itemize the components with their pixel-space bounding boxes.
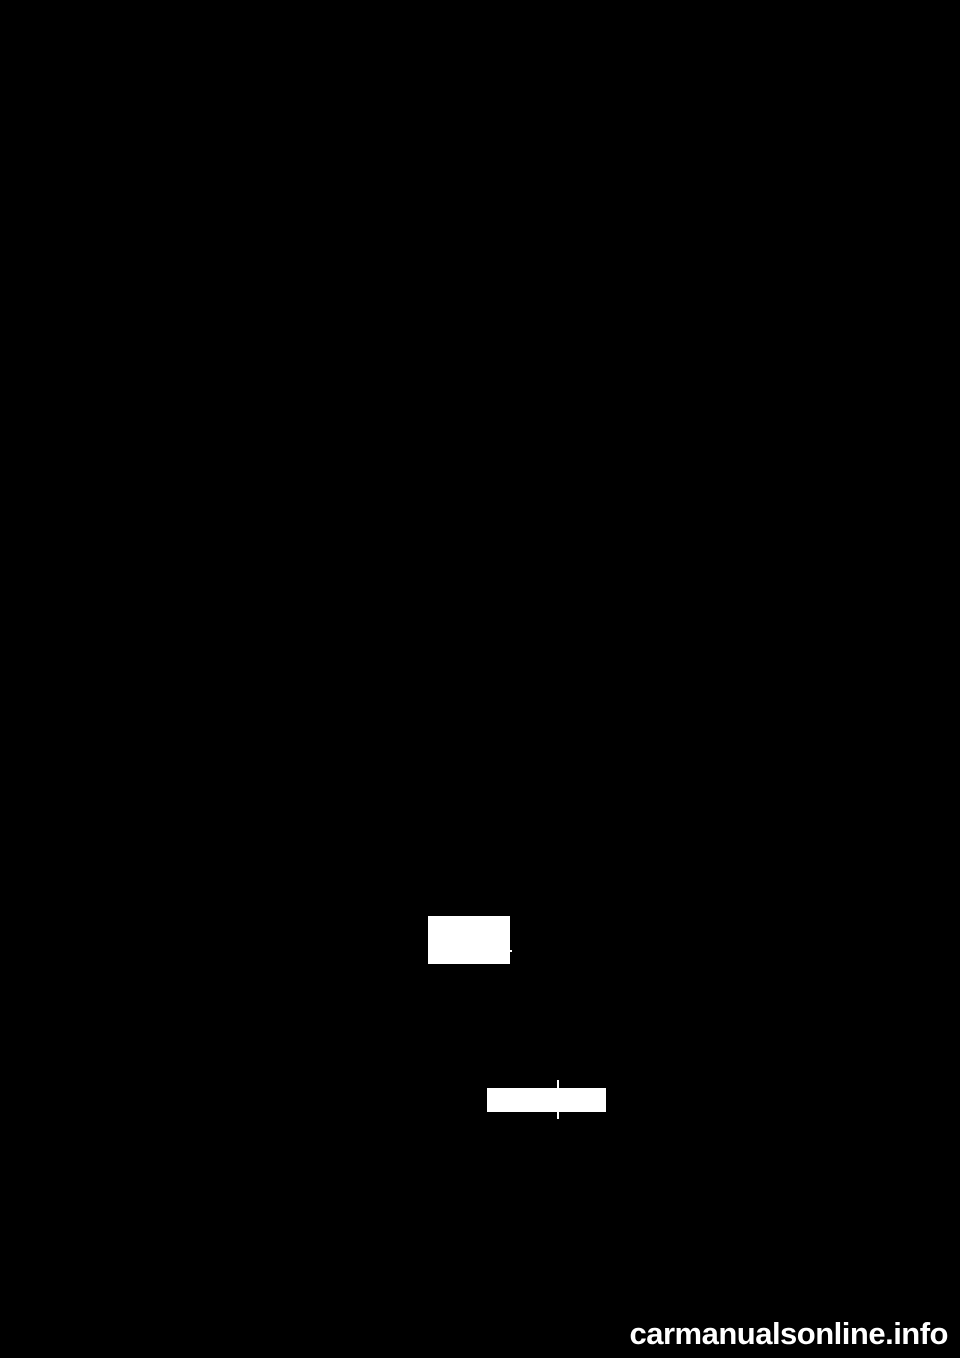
footer-watermark: carmanualsonline.info: [629, 1316, 948, 1351]
callout-terminal-label: Terminal: [434, 1028, 495, 1046]
callout-contact-plate-label: Contact Plate: [495, 1132, 586, 1150]
callout-lead-label: Lead: [434, 964, 470, 982]
callout-contact-plate: [487, 1088, 606, 1150]
callout-lead-terminal: [428, 916, 510, 1046]
